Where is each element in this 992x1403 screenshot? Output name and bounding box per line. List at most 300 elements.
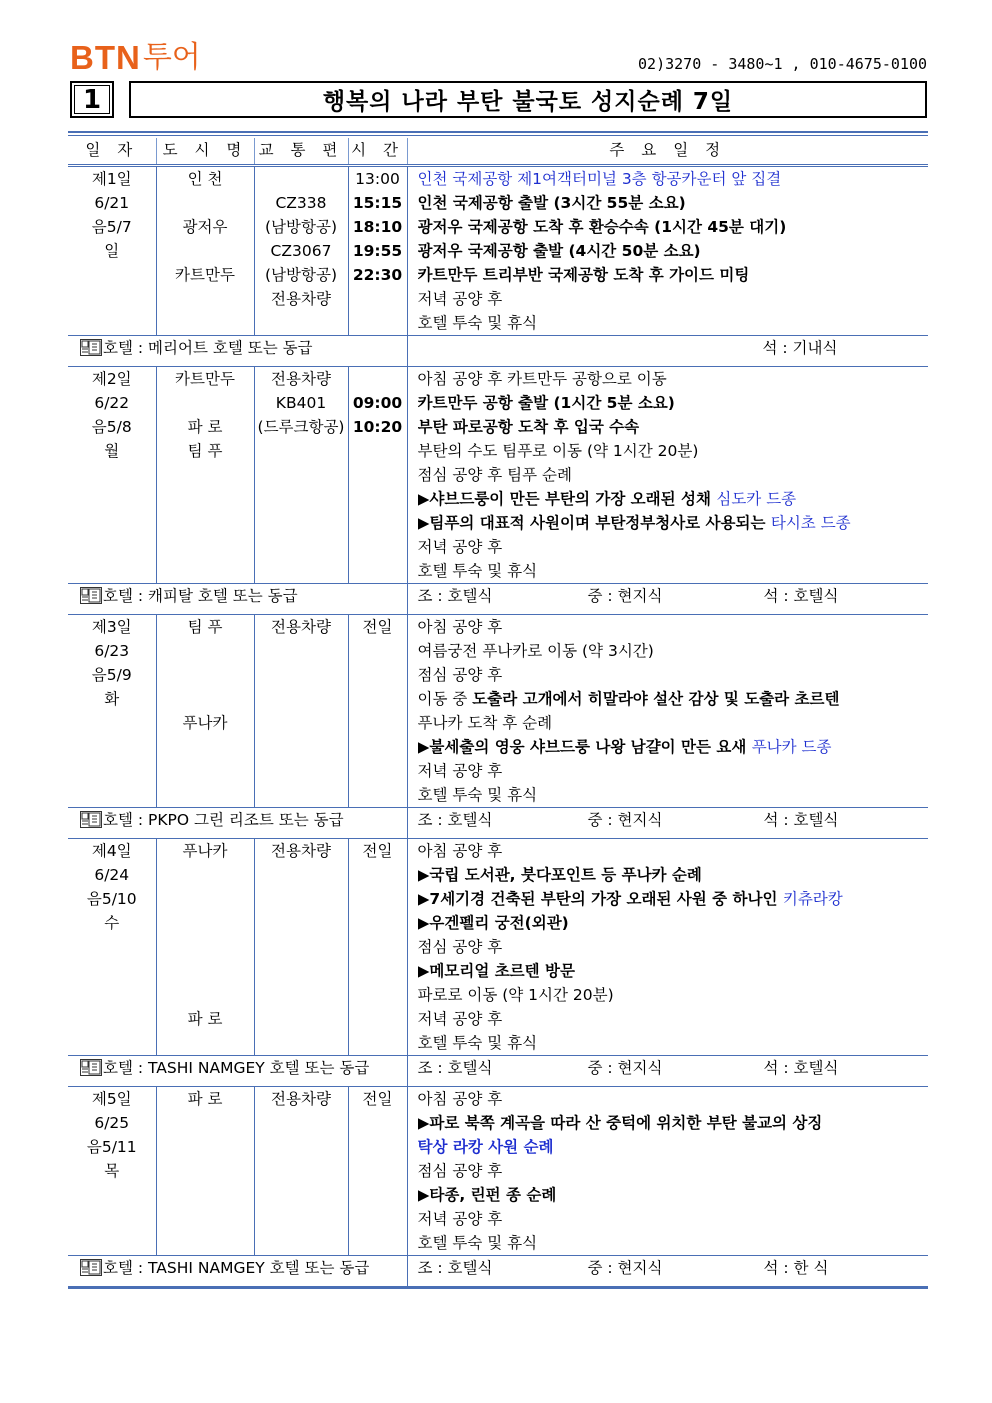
schedule-text: 점심 공양 후 [417,666,503,684]
city-name: 파 로 [187,1090,223,1108]
date-cell [68,367,156,584]
time-cell [348,615,407,808]
day-date-line: 목 [104,1162,120,1180]
time [349,1031,407,1055]
schedule-text: 아침 공양 후 카트만두 공항으로 이동 [417,370,667,388]
schedule-text: 푸나카 드종 [751,738,832,756]
city-name [157,687,254,711]
meals-cell [407,336,928,367]
transport-cell [254,839,348,1056]
meal-lunch: 중 : 현지식 [587,811,663,829]
transport [255,735,348,759]
schedule-text: 카트만두 공항 출발 (1시간 5분 소요) [417,394,675,412]
time: 전일 [362,842,393,860]
city-cell [156,166,254,336]
day-block [68,615,928,808]
schedule-text: 부탄의 수도 팀푸로 이동 (약 1시간 20분) [417,442,699,460]
schedule-line [418,983,929,1007]
transport [255,511,348,535]
date-cell [68,839,156,1056]
schedule-text: 심도카 드종 [716,490,797,508]
transport: 전용차량 [271,618,331,636]
hotel-icon [80,811,102,828]
day-date-line: 6/24 [94,866,130,884]
transport [255,687,348,711]
hotel-row [68,1056,928,1087]
schedule-text: 아침 공양 후 [417,1090,503,1108]
schedule-line [418,615,929,639]
transport [255,711,348,735]
time [349,1111,407,1135]
hotel-icon [80,587,102,604]
schedule-line [418,239,929,263]
time [349,687,407,711]
transport [255,463,348,487]
city-name: 인 천 [187,170,223,188]
schedule-line [418,887,929,911]
city-name: 파 로 [187,1010,223,1028]
day-date-line: 6/22 [94,394,130,412]
time: 13:00 [355,170,400,188]
day-date-line: 화 [104,690,120,708]
meal-breakfast: 조 : 호텔식 [417,1259,493,1277]
city-name [157,1183,254,1207]
transport: 전용차량 [271,842,331,860]
city-name: 팀 푸 [187,618,223,636]
transport [255,1207,348,1231]
transport: (드루크항공) [257,418,345,436]
schedule-cell [407,839,928,1056]
hotel-cell [68,336,407,367]
hotel-cell [68,584,407,615]
time [349,711,407,735]
schedule-line [418,639,929,663]
city-name [157,287,254,311]
city-name [157,663,254,687]
time [349,887,407,911]
meal-breakfast: 조 : 호텔식 [417,811,493,829]
hotel-icon [80,1059,102,1076]
transport [255,639,348,663]
transport-cell [254,615,348,808]
city-name [157,391,254,415]
transport-cell [254,166,348,336]
schedule-text: 파로로 이동 (약 1시간 20분) [417,986,614,1004]
schedule-text: 호텔 투숙 및 휴식 [417,786,538,804]
meal-dinner: 석 : 호텔식 [763,1059,839,1077]
day-date-line: 제3일 [91,618,132,636]
table-bottom-rule [68,1287,928,1289]
schedule-line [418,287,929,311]
schedule-text: 호텔 투숙 및 휴식 [417,1234,538,1252]
schedule-line [418,735,929,759]
city-name [157,239,254,263]
schedule-line [418,1111,929,1135]
schedule-text: ▶7세기경 건축된 부탄의 가장 오래된 사원 중 하나인 [417,890,783,908]
schedule-text: 도출라 고개에서 히말라야 설산 감상 및 도출라 초르텐 [472,690,840,708]
city-name [157,311,254,335]
transport [255,863,348,887]
day-date-line: 제5일 [91,1090,132,1108]
city-name [157,559,254,583]
city-name [157,959,254,983]
date-cell [68,166,156,336]
hotel-cell [68,1256,407,1287]
schedule-line [418,935,929,959]
time [349,935,407,959]
time: 22:30 [352,266,403,284]
time: 전일 [362,618,393,636]
transport [255,535,348,559]
schedule-line [418,439,929,463]
meal-breakfast: 조 : 호텔식 [417,587,493,605]
day-date-line: 월 [104,442,120,460]
day-date-line: 6/23 [94,642,130,660]
schedule-line [418,839,929,863]
city-name [157,735,254,759]
schedule-text: 광저우 국제공항 도착 후 환승수속 (1시간 45분 대기) [417,218,787,236]
day-date-line: 음5/9 [91,666,132,684]
schedule-line [418,1135,929,1159]
day-block [68,367,928,584]
schedule-text: ▶불세출의 영웅 샤브드룽 나왕 남걀이 만든 요새 [417,738,752,756]
city-name: 카트만두 [175,266,235,284]
logo-brand: BTN [70,39,141,76]
schedule-line [418,663,929,687]
hotel-cell [68,808,407,839]
schedule-cell [407,1087,928,1256]
time [349,1183,407,1207]
day-block [68,839,928,1056]
schedule-text: 탁상 라캉 사원 순례 [417,1138,554,1156]
city-name: 푸나카 [182,714,228,732]
time [349,1231,407,1255]
day-date-line: 수 [104,914,120,932]
hotel-name: 호텔 : TASHI NAMGEY 호텔 또는 동급 [103,1259,370,1277]
schedule-text: 호텔 투숙 및 휴식 [417,1034,538,1052]
column-header: 주 요 일 정 [407,138,928,166]
time [349,759,407,783]
meal-lunch: 중 : 현지식 [587,587,663,605]
schedule-line [418,311,929,335]
schedule-line [418,487,929,511]
schedule-line [418,263,929,287]
transport [255,663,348,687]
time [349,863,407,887]
hotel-name: 호텔 : 캐피탈 호텔 또는 동급 [103,587,298,605]
schedule-text: 호텔 투숙 및 휴식 [417,314,538,332]
transport [255,1159,348,1183]
transport [255,911,348,935]
transport [255,1183,348,1207]
hotel-cell [68,1056,407,1087]
hotel-name: 호텔 : 메리어트 호텔 또는 동급 [103,339,313,357]
schedule-cell [407,166,928,336]
transport [255,439,348,463]
time-cell [348,1087,407,1256]
schedule-line [418,783,929,807]
schedule-line [418,1183,929,1207]
transport [255,959,348,983]
header-rule [68,131,928,133]
time [349,959,407,983]
day-date-line: 제1일 [91,170,132,188]
column-header: 시 간 [348,138,407,166]
time [349,1007,407,1031]
schedule-text: ▶국립 도서관, 붓다포인트 등 푸나카 순례 [417,866,702,884]
schedule-text: 아침 공양 후 [417,618,503,636]
transport [255,783,348,807]
city-name [157,887,254,911]
hotel-name: 호텔 : TASHI NAMGEY 호텔 또는 동급 [103,1059,370,1077]
transport: KB401 [275,394,327,412]
schedule-text: 인천 국제공항 제1여객터미널 3층 항공카운터 앞 집결 [417,170,782,188]
schedule-line [418,191,929,215]
schedule-line [418,535,929,559]
schedule-cell [407,367,928,584]
hotel-row [68,584,928,615]
city-name: 광저우 [182,218,228,236]
meal-dinner: 석 : 기내식 [762,339,838,357]
schedule-line [418,1231,929,1255]
schedule-line [418,711,929,735]
time: 전일 [362,1090,393,1108]
day-date-line: 제4일 [91,842,132,860]
schedule-line [418,687,929,711]
logo-suffix: 투어 [142,41,201,74]
schedule-text: 타시초 드종 [770,514,851,532]
hotel-row [68,1256,928,1287]
city-cell [156,615,254,808]
time [349,559,407,583]
day-date-line: 6/21 [94,194,130,212]
day-date-line: 음5/7 [91,218,132,236]
day-date-line: 일 [104,242,120,260]
city-name [157,487,254,511]
transport: (남방항공) [265,266,337,284]
schedule-text: 광저우 국제공항 출발 (4시간 50분 소요) [417,242,701,260]
meals-cell [407,1056,928,1087]
time: 19:55 [352,242,403,260]
time [349,535,407,559]
time: 18:10 [352,218,403,236]
schedule-line [418,1031,929,1055]
schedule-text: 아침 공양 후 [417,842,503,860]
table-header [68,138,928,166]
time [349,439,407,463]
hotel-icon [80,339,102,356]
schedule-table [68,138,928,1287]
column-header: 도 시 명 [156,138,254,166]
transport [255,1231,348,1255]
city-cell [156,1087,254,1256]
itinerary-number: 1 [70,81,114,118]
day-date-line: 제2일 [91,370,132,388]
schedule-line [418,391,929,415]
transport: 전용차량 [271,290,331,308]
city-name [157,535,254,559]
day-date-line: 6/25 [94,1114,130,1132]
schedule-line [418,559,929,583]
city-name [157,983,254,1007]
schedule-text: 저녁 공양 후 [417,290,503,308]
time [349,287,407,311]
schedule-line [418,1207,929,1231]
contact-phone: 02)3270 - 3480~1 , 010-4675-0100 [638,55,927,73]
city-name [157,639,254,663]
time [349,1159,407,1183]
schedule-text: ▶팀푸의 대표적 사원이며 부탄정부청사로 사용되는 [417,514,771,532]
schedule-line [418,1087,929,1111]
schedule-text: 키츄라캉 [782,890,843,908]
day-block [68,1087,928,1256]
schedule-text: 이동 중 [417,690,473,708]
meals-cell [407,584,928,615]
transport [255,1007,348,1031]
city-name [157,911,254,935]
time [349,311,407,335]
city-cell [156,839,254,1056]
schedule-line [418,1159,929,1183]
meal-dinner: 석 : 호텔식 [763,811,839,829]
hotel-name: 호텔 : PKPO 그린 리조트 또는 동급 [103,811,344,829]
time [349,367,407,391]
transport [255,1111,348,1135]
header-rule-thin [68,135,928,136]
transport: CZ338 [275,194,327,212]
transport [255,1135,348,1159]
meal-lunch: 중 : 현지식 [587,1259,663,1277]
transport [255,167,348,191]
schedule-text: 카트만두 트리부반 국제공항 도착 후 가이드 미팅 [417,266,750,284]
city-name [157,191,254,215]
transport: 전용차량 [271,1090,331,1108]
hotel-row [68,808,928,839]
schedule-line [418,1007,929,1031]
hotel-icon [80,1259,102,1276]
meal-breakfast: 조 : 호텔식 [417,1059,493,1077]
transport [255,487,348,511]
day-block [68,166,928,336]
time: 15:15 [352,194,403,212]
schedule-line [418,511,929,535]
city-name [157,863,254,887]
schedule-text: 부탄 파로공항 도착 후 입국 수속 [417,418,640,436]
date-cell [68,615,156,808]
schedule-line [418,863,929,887]
time [349,487,407,511]
city-name [157,511,254,535]
city-name [157,783,254,807]
day-date-line: 음5/11 [86,1138,137,1156]
schedule-text: ▶타종, 린펀 종 순례 [417,1186,557,1204]
schedule-cell [407,615,928,808]
transport-cell [254,1087,348,1256]
city-name: 카트만두 [175,370,235,388]
date-cell [68,1087,156,1256]
city-name: 푸나카 [182,842,228,860]
schedule-text: 점심 공양 후 [417,1162,503,1180]
time [349,639,407,663]
transport [255,983,348,1007]
time [349,663,407,687]
city-name [157,1111,254,1135]
schedule-line [418,759,929,783]
schedule-line [418,959,929,983]
city-name [157,1231,254,1255]
city-name [157,935,254,959]
city-cell [156,367,254,584]
transport: CZ3067 [270,242,332,260]
day-date-line: 음5/8 [91,418,132,436]
time-cell [348,166,407,336]
city-name [157,759,254,783]
transport [255,311,348,335]
time [349,463,407,487]
city-name: 파 로 [187,418,223,436]
transport [255,1031,348,1055]
schedule-text: 저녁 공양 후 [417,1010,503,1028]
time [349,511,407,535]
schedule-text: 여름궁전 푸나카로 이동 (약 3시간) [417,642,654,660]
schedule-text: ▶메모리얼 초르텐 방문 [417,962,575,980]
schedule-text: 저녁 공양 후 [417,1210,503,1228]
transport [255,559,348,583]
time [349,911,407,935]
transport: 전용차량 [271,370,331,388]
schedule-text: ▶우겐펠리 궁전(외관) [417,914,569,932]
schedule-line [418,415,929,439]
transport [255,935,348,959]
schedule-text: 점심 공양 후 [417,938,503,956]
schedule-line [418,167,929,191]
schedule-line [418,911,929,935]
meals-cell [407,1256,928,1287]
schedule-text: 저녁 공양 후 [417,538,503,556]
transport: (남방항공) [265,218,337,236]
meal-lunch: 중 : 현지식 [587,1059,663,1077]
transport [255,887,348,911]
column-header: 교 통 편 [254,138,348,166]
time-cell [348,367,407,584]
schedule-text: 호텔 투숙 및 휴식 [417,562,538,580]
schedule-line [418,463,929,487]
schedule-line [418,367,929,391]
schedule-text: ▶파로 북쪽 계곡을 따라 산 중턱에 위치한 부탄 불교의 상징 [417,1114,823,1132]
city-name [157,1135,254,1159]
time-cell [348,839,407,1056]
page-title: 행복의 나라 부탄 불국토 성지순례 7일 [129,81,927,118]
time [349,983,407,1007]
time: 10:20 [352,418,403,436]
meal-dinner: 석 : 한 식 [763,1259,829,1277]
time [349,783,407,807]
column-header: 일 자 [68,138,156,166]
meal-dinner: 석 : 호텔식 [763,587,839,605]
time [349,1207,407,1231]
city-name [157,463,254,487]
transport-cell [254,367,348,584]
schedule-text: ▶샤브드룽이 만든 부탄의 가장 오래된 성채 [417,490,717,508]
city-name: 팀 푸 [187,442,223,460]
schedule-text: 저녁 공양 후 [417,762,503,780]
time [349,735,407,759]
city-name [157,1031,254,1055]
time: 09:00 [352,394,403,412]
schedule-text: 푸나카 도착 후 순례 [417,714,553,732]
schedule-line [418,215,929,239]
transport [255,759,348,783]
